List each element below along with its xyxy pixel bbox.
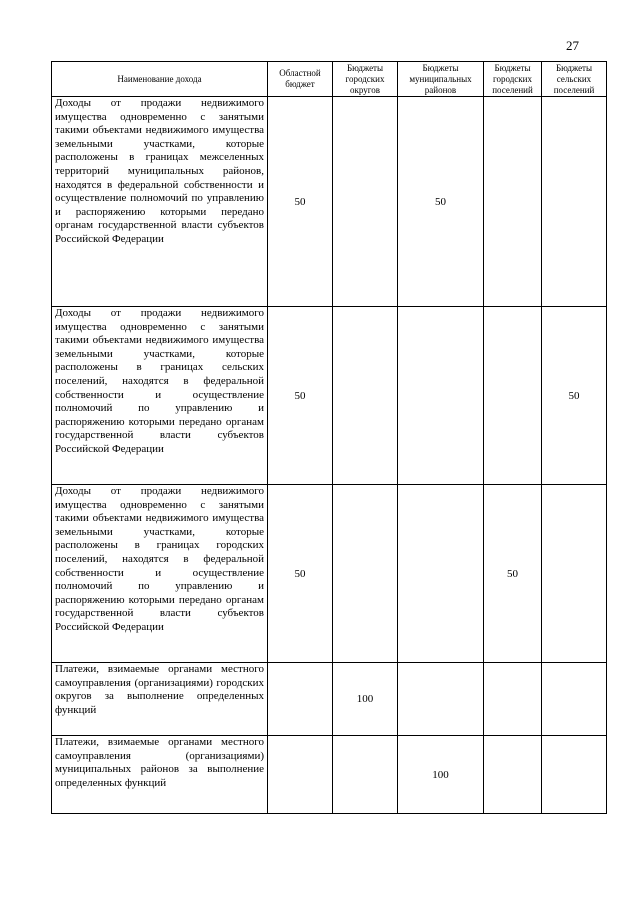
header-municipal-district-budgets: Бюджеты муниципальных районов: [398, 62, 484, 97]
urban-settlement-cell: [484, 663, 542, 736]
table-row: [52, 97, 607, 307]
revenue-name-cell: Платежи, взимаемые органами местного самоуправления (организациями) городских округов за выполнение определенных функций: [52, 663, 268, 736]
urban-settlement-cell: [484, 97, 542, 307]
rural-settlement-cell: [542, 485, 607, 663]
header-city-district-budgets: Бюджеты городских округов: [333, 62, 398, 97]
regional-budget-cell: 50: [268, 307, 333, 485]
city-district-cell: [333, 307, 398, 485]
municipal-district-cell: [398, 485, 484, 663]
regional-budget-cell: [268, 736, 333, 814]
table-row: [52, 736, 607, 814]
table-row: [52, 485, 607, 663]
page-number: 27: [566, 38, 579, 53]
header-urban-settlement-budgets: Бюджеты городских поселений: [484, 62, 542, 97]
header-regional-budget: Областной бюджет: [268, 62, 333, 97]
header-rural-settlement-budgets: Бюджеты сельских поселений: [542, 62, 607, 97]
regional-budget-cell: [268, 663, 333, 736]
municipal-district-cell: [398, 307, 484, 485]
municipal-district-cell: 50: [398, 97, 484, 307]
rural-settlement-cell: 50: [542, 307, 607, 485]
table-row: [52, 307, 607, 485]
revenue-name-cell: Доходы от продажи недвижимого имущества одновременно с занятыми такими объектами недвижимого имущества земельными участками, которые расположены в границах сельских поселений, находятся в федеральной собственности и осуществление полномочий по управлению и распоряжению которыми передано органам государственной власти субъектов Российской Федерации: [52, 307, 268, 485]
header-revenue-name: Наименование дохода: [52, 62, 268, 97]
city-district-cell: [333, 485, 398, 663]
revenue-name-cell: Доходы от продажи недвижимого имущества одновременно с занятыми такими объектами недвижимого имущества земельными участками, которые расположены в границах межселенных территорий муниципальных районов, находятся в федеральной собственности и осуществление полномочий по управлению и распоряжению которыми передано органам государственной власти субъектов Российской Федерации: [52, 97, 268, 307]
table-header-row: [52, 62, 607, 97]
city-district-cell: [333, 736, 398, 814]
table-row: [52, 663, 607, 736]
urban-settlement-cell: [484, 736, 542, 814]
revenue-name-cell: Доходы от продажи недвижимого имущества одновременно с занятыми такими объектами недвижимого имущества земельными участками, которые расположены в границах городских поселений, находятся в федеральной собственности и осуществление полномочий по управлению и распоряжению которыми передано органам государственной власти субъектов Российской Федерации: [52, 485, 268, 663]
city-district-cell: [333, 97, 398, 307]
municipal-district-cell: 100: [398, 736, 484, 814]
rural-settlement-cell: [542, 97, 607, 307]
revenue-distribution-table: [51, 61, 607, 814]
urban-settlement-cell: [484, 307, 542, 485]
revenue-name-cell: Платежи, взимаемые органами местного самоуправления (организациями) муниципальных районов за выполнение определенных функций: [52, 736, 268, 814]
urban-settlement-cell: 50: [484, 485, 542, 663]
city-district-cell: 100: [333, 663, 398, 736]
municipal-district-cell: [398, 663, 484, 736]
regional-budget-cell: 50: [268, 97, 333, 307]
rural-settlement-cell: [542, 736, 607, 814]
rural-settlement-cell: [542, 663, 607, 736]
regional-budget-cell: 50: [268, 485, 333, 663]
